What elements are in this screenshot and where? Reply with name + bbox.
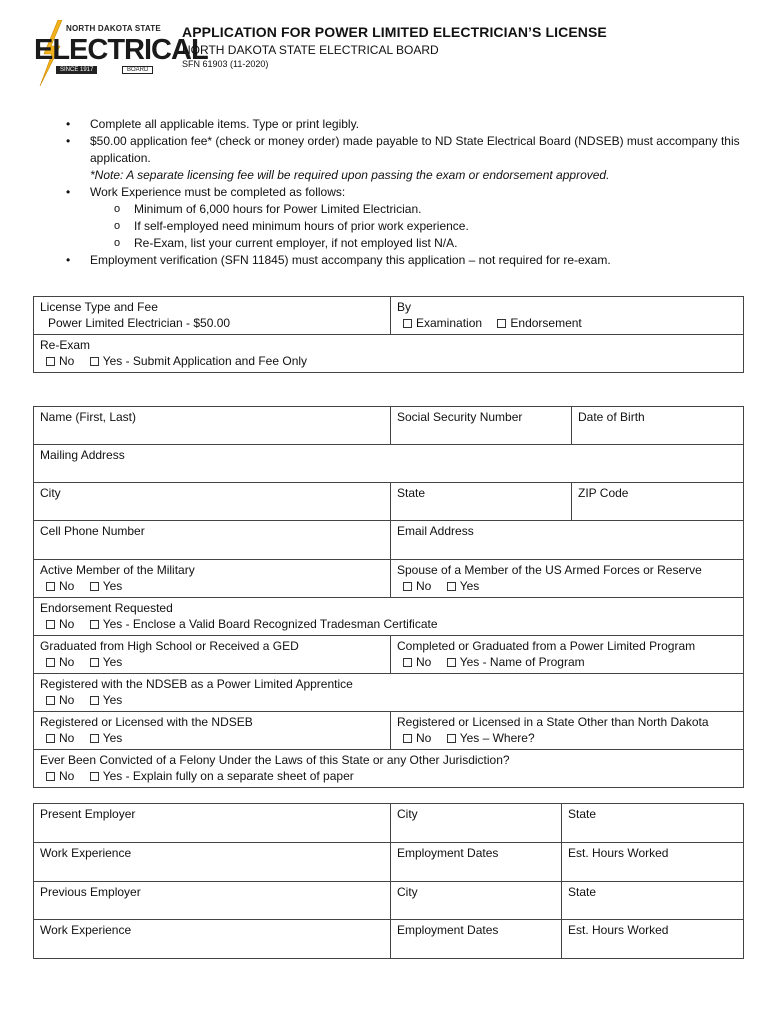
felony-cell [34, 750, 744, 788]
highschool-yes-checkbox[interactable] [90, 658, 99, 667]
zip-field[interactable]: ZIP Code [572, 483, 744, 521]
reexam-no-checkbox[interactable] [46, 357, 55, 366]
endorsement-no-checkbox[interactable] [46, 620, 55, 629]
ndseb-cell [34, 712, 391, 750]
present-city-field[interactable]: City [391, 804, 562, 843]
endorsement-cell [34, 598, 744, 636]
endorsement-yes-checkbox[interactable] [90, 620, 99, 629]
instruction-item: • Complete all applicable items. Type or print legibly. [64, 116, 744, 133]
email-field[interactable]: Email Address [391, 521, 744, 560]
title-block [182, 24, 607, 69]
ndseb-logo [30, 18, 208, 86]
previous-state-field[interactable]: State [562, 882, 744, 920]
state-field[interactable]: State [391, 483, 572, 521]
spouse-yes-checkbox[interactable] [447, 582, 456, 591]
form-title: APPLICATION FOR POWER LIMITED ELECTRICIAN’S LICENSE [182, 24, 607, 40]
ndseb-no-checkbox[interactable] [46, 734, 55, 743]
highschool-yes-option[interactable]: Yes [90, 655, 123, 669]
military-cell [34, 560, 391, 598]
program-no-option[interactable]: No [403, 655, 431, 669]
license-type-label: License Type and Fee [40, 300, 158, 314]
name-field[interactable]: Name (First, Last) [34, 407, 391, 445]
ndseb-no-option[interactable]: No [46, 731, 74, 745]
previous-employment-dates-field[interactable]: Employment Dates [391, 920, 562, 959]
reexam-cell [34, 335, 744, 373]
examination-option[interactable]: Examination [403, 316, 482, 330]
reexam-no-option[interactable]: No [46, 354, 74, 368]
apprentice-no-option[interactable]: No [46, 693, 74, 707]
otherstate-no-option[interactable]: No [403, 731, 431, 745]
military-no-option[interactable]: No [46, 579, 74, 593]
spouse-no-option[interactable]: No [403, 579, 431, 593]
endorsement-no-option[interactable]: No [46, 617, 74, 631]
reexam-yes-option[interactable]: Yes - Submit Application and Fee Only [90, 354, 307, 368]
spouse-label: Spouse of a Member of the US Armed Forces or Reserve [397, 563, 702, 577]
instruction-item: • $50.00 application fee* (check or money order) made payable to ND State Electrical Board (NDSEB) must accompany this application. [64, 133, 744, 167]
otherstate-yes-option[interactable]: Yes – Where? [447, 731, 535, 745]
otherstate-yes-checkbox[interactable] [447, 734, 456, 743]
present-employer-field[interactable]: Present Employer [34, 804, 391, 843]
otherstate-cell [391, 712, 744, 750]
apprentice-no-checkbox[interactable] [46, 696, 55, 705]
spouse-cell [391, 560, 744, 598]
ndseb-yes-option[interactable]: Yes [90, 731, 123, 745]
employment-table [33, 803, 744, 959]
examination-checkbox[interactable] [403, 319, 412, 328]
program-cell [391, 636, 744, 674]
license-by-label: By [397, 300, 412, 314]
license-table [33, 296, 744, 373]
felony-label: Ever Been Convicted of a Felony Under the Laws of this State or any Other Jurisdiction? [40, 753, 510, 767]
felony-yes-option[interactable]: Yes - Explain fully on a separate sheet of paper [90, 769, 354, 783]
mailing-address-field[interactable]: Mailing Address [34, 445, 744, 483]
instructions-list [64, 116, 744, 269]
spouse-no-checkbox[interactable] [403, 582, 412, 591]
header [30, 18, 750, 90]
form-number: SFN 61903 (11-2020) [182, 59, 269, 69]
previous-city-field[interactable]: City [391, 882, 562, 920]
logo-board: BOARD [122, 66, 153, 74]
city-field[interactable]: City [34, 483, 391, 521]
logo-since: SINCE 1917 [56, 66, 97, 74]
license-type-cell[interactable] [34, 297, 391, 335]
present-hours-field[interactable]: Est. Hours Worked [562, 843, 744, 882]
program-yes-checkbox[interactable] [447, 658, 456, 667]
otherstate-label: Registered or Licensed in a State Other than North Dakota [397, 715, 709, 729]
instruction-note: *Note: A separate licensing fee will be required upon passing the exam or endorsement approved. [90, 168, 610, 182]
endorsement-checkbox[interactable] [497, 319, 506, 328]
endorsement-label: Endorsement Requested [40, 601, 173, 615]
apprentice-cell [34, 674, 744, 712]
present-employment-dates-field[interactable]: Employment Dates [391, 843, 562, 882]
military-no-checkbox[interactable] [46, 582, 55, 591]
dob-field[interactable]: Date of Birth [572, 407, 744, 445]
previous-hours-field[interactable]: Est. Hours Worked [562, 920, 744, 959]
apprentice-yes-checkbox[interactable] [90, 696, 99, 705]
military-label: Active Member of the Military [40, 563, 195, 577]
instruction-item: • Work Experience must be completed as follows: [64, 184, 744, 201]
ndseb-yes-checkbox[interactable] [90, 734, 99, 743]
instruction-item: • Employment verification (SFN 11845) must accompany this application – not required for re-exam. [64, 252, 744, 269]
reexam-yes-checkbox[interactable] [90, 357, 99, 366]
spouse-yes-option[interactable]: Yes [447, 579, 480, 593]
otherstate-no-checkbox[interactable] [403, 734, 412, 743]
present-work-experience-field[interactable]: Work Experience [34, 843, 391, 882]
highschool-label: Graduated from High School or Received a GED [40, 639, 299, 653]
instruction-subitem: o Minimum of 6,000 hours for Power Limited Electrician. [64, 201, 744, 218]
present-state-field[interactable]: State [562, 804, 744, 843]
reexam-label: Re-Exam [40, 338, 91, 352]
previous-work-experience-field[interactable]: Work Experience [34, 920, 391, 959]
instruction-subitem: o If self-employed need minimum hours of prior work experience. [64, 218, 744, 235]
felony-no-option[interactable]: No [46, 769, 74, 783]
cell-phone-field[interactable]: Cell Phone Number [34, 521, 391, 560]
apprentice-label: Registered with the NDSEB as a Power Limited Apprentice [40, 677, 353, 691]
license-type-value: Power Limited Electrician - $50.00 [48, 316, 231, 330]
felony-yes-checkbox[interactable] [90, 772, 99, 781]
logo-top-text: NORTH DAKOTA STATE [66, 24, 161, 33]
previous-employer-field[interactable]: Previous Employer [34, 882, 391, 920]
highschool-no-checkbox[interactable] [46, 658, 55, 667]
ndseb-label: Registered or Licensed with the NDSEB [40, 715, 253, 729]
apprentice-yes-option[interactable]: Yes [90, 693, 123, 707]
form-subtitle: NORTH DAKOTA STATE ELECTRICAL BOARD [182, 43, 439, 57]
program-no-checkbox[interactable] [403, 658, 412, 667]
ssn-field[interactable]: Social Security Number [391, 407, 572, 445]
applicant-table [33, 406, 744, 788]
felony-no-checkbox[interactable] [46, 772, 55, 781]
military-yes-option[interactable]: Yes [90, 579, 123, 593]
highschool-no-option[interactable]: No [46, 655, 74, 669]
license-by-cell [391, 297, 744, 335]
program-yes-option[interactable]: Yes - Name of Program [447, 655, 585, 669]
military-yes-checkbox[interactable] [90, 582, 99, 591]
program-label: Completed or Graduated from a Power Limited Program [397, 639, 696, 653]
instruction-subitem: o Re-Exam, list your current employer, if not employed list N/A. [64, 235, 744, 252]
highschool-cell [34, 636, 391, 674]
logo-big-text: ELECTRICAL [34, 34, 208, 66]
endorsement-option[interactable]: Endorsement [497, 316, 581, 330]
endorsement-yes-option[interactable]: Yes - Enclose a Valid Board Recognized Tradesman Certificate [90, 617, 438, 631]
